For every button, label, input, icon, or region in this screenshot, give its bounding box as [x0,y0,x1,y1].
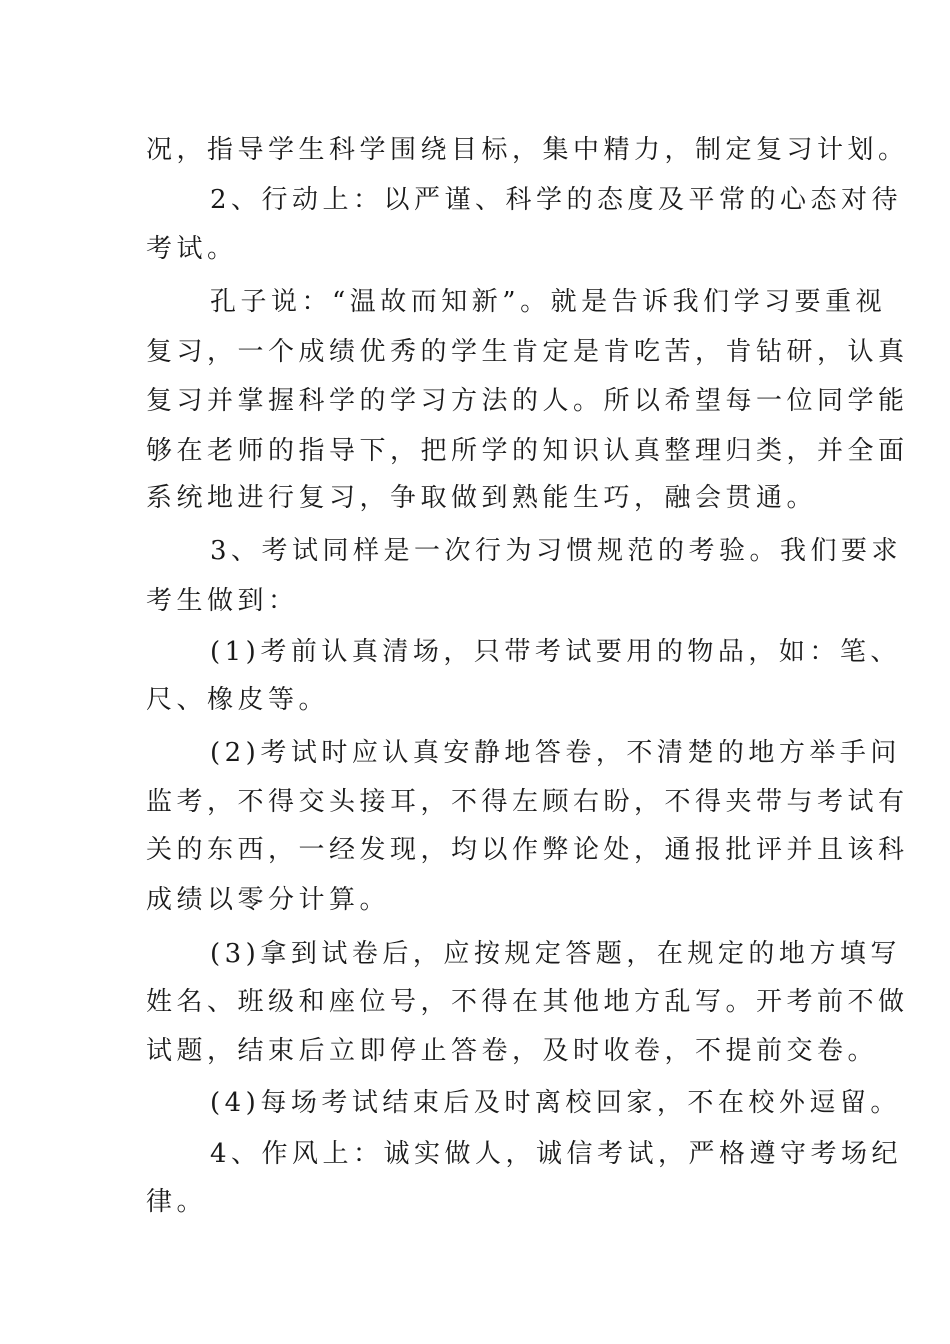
text-line: (3)拿到试卷后，应按规定答题，在规定的地方填写 [210,939,901,969]
text-line: 系统地进行复习，争取做到熟能生巧，融会贯通。 [146,483,818,513]
text-line: 尺、橡皮等。 [146,685,330,715]
text-line: 4、作风上：诚实做人，诚信考试，严格遵守考场纪 [210,1139,903,1169]
text-line: (2)考试时应认真安静地答卷，不清楚的地方举手问 [210,738,901,768]
text-line: 够在老师的指导下，把所学的知识认真整理归类，并全面 [146,436,909,466]
text-line: 律。 [146,1187,208,1217]
text-line: 关的东西，一经发现，均以作弊论处，通报批评并且该科 [146,835,909,865]
text-line: 姓名、班级和座位号，不得在其他地方乱写。开考前不做 [146,987,909,1017]
text-line: 2、行动上：以严谨、科学的态度及平常的心态对待 [210,185,903,215]
text-line: (1)考前认真清场，只带考试要用的物品，如：笔、 [210,637,901,667]
text-line: 3、考试同样是一次行为习惯规范的考验。我们要求 [210,536,903,566]
text-line: 试题，结束后立即停止答卷，及时收卷，不提前交卷。 [146,1036,879,1066]
text-line: 况，指导学生科学围绕目标，集中精力，制定复习计划。 [146,135,909,165]
text-line: 监考，不得交头接耳，不得左顾右盼，不得夹带与考试有 [146,787,909,817]
text-line: 成绩以零分计算。 [146,885,391,915]
text-line: 考生做到： [146,586,299,616]
text-line: 复习并掌握科学的学习方法的人。所以希望每一位同学能 [146,386,909,416]
text-line: 孔子说：“温故而知新”。就是告诉我们学习要重视 [210,287,887,317]
text-line: 考试。 [146,234,238,264]
text-line: (4)每场考试结束后及时离校回家，不在校外逗留。 [210,1088,901,1118]
text-line: 复习，一个成绩优秀的学生肯定是肯吃苦，肯钻研，认真 [146,337,909,367]
